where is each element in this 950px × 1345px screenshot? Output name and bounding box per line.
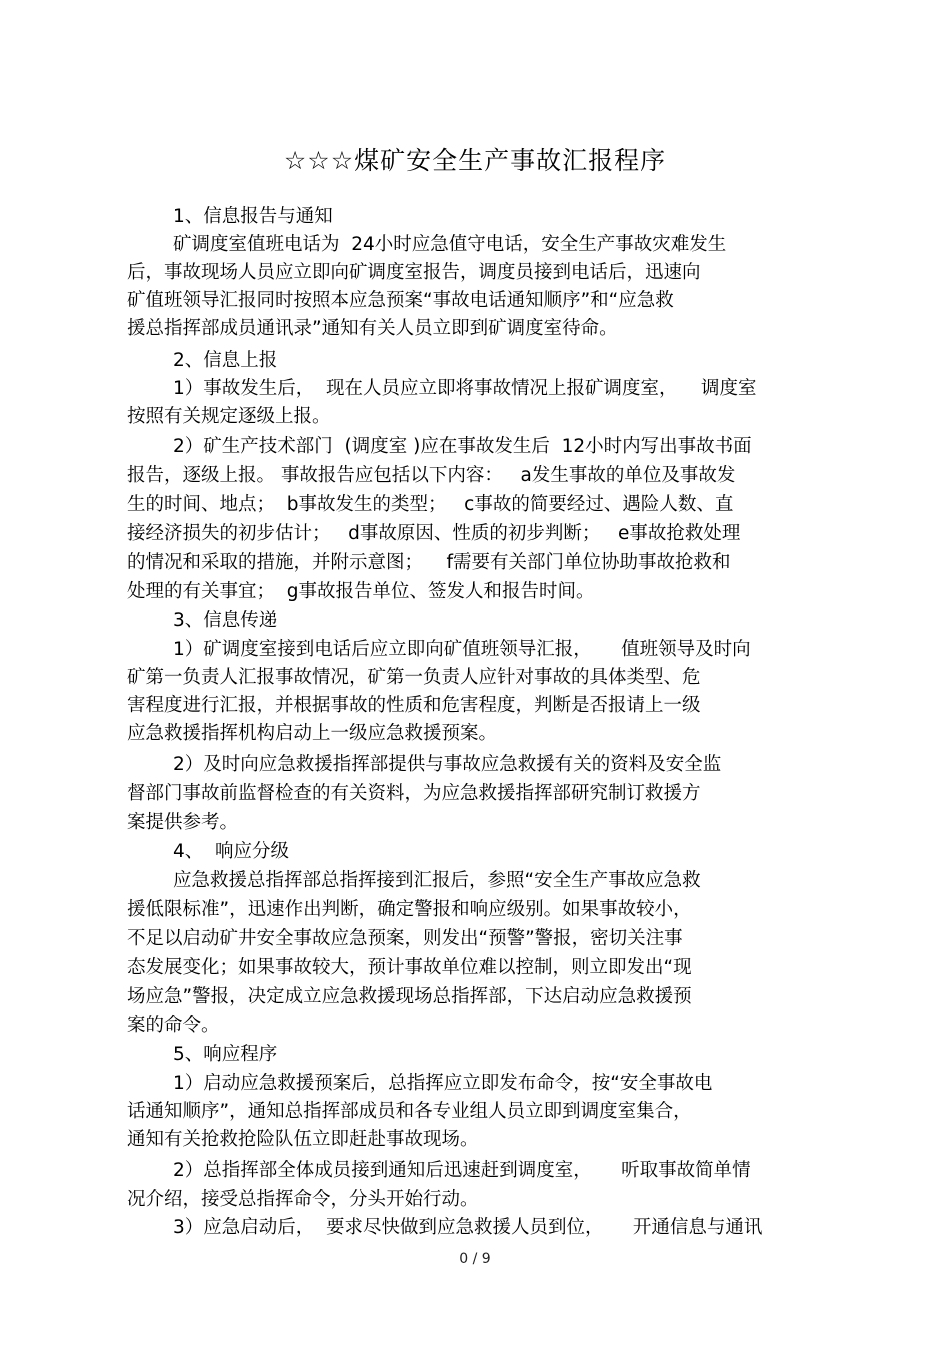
paragraph-line: 督部门事故前监督检查的有关资料，为应急救援指挥部研究制订救援方 [127,783,701,804]
document-title: ☆☆☆煤矿安全生产事故汇报程序 [283,146,667,175]
paragraph-line: 害程度进行汇报，并根据事故的性质和危害程度，判断是否报请上一级 [127,695,701,716]
paragraph-line: 应急救援总指挥部总指挥接到汇报后，参照“安全生产事故应急救 [173,870,701,891]
paragraph-line: 应急救援指挥机构启动上一级应急救援预案。 [127,723,498,744]
paragraph-line: 后，事故现场人员应立即向矿调度室报告，调度员接到电话后，迅速向 [127,262,701,283]
section-heading: 5、响应程序 [173,1044,278,1065]
paragraph-line: 报告，逐级上报。 事故报告应包括以下内容： a发生事故的单位及事故发 [127,465,736,486]
paragraph-line: 矿调度室值班电话为 24小时应急值守电话，安全生产事故灾难发生 [173,234,727,255]
paragraph-line: 通知有关抢救抢险队伍立即赶赴事故现场。 [127,1129,479,1150]
paragraph-line: 的情况和采取的措施，并附示意图； f需要有关部门单位协助事故抢救和 [127,552,731,573]
paragraph-line: 1）矿调度室接到电话后应立即向矿值班领导汇报， 值班领导及时向 [173,639,751,660]
paragraph-line: 援总指挥部成员通讯录”通知有关人员立即到矿调度室待命。 [127,318,618,339]
paragraph-line: 矿值班领导汇报同时按照本应急预案“事故电话通知顺序”和“应急救 [127,290,674,311]
paragraph-line: 态发展变化；如果事故较大，预计事故单位难以控制，则立即发出“现 [127,957,692,978]
paragraph-line: 案提供参考。 [127,812,239,833]
section-heading: 1、信息报告与通知 [173,206,333,227]
paragraph-line: 1）事故发生后， 现在人员应立即将事故情况上报矿调度室， 调度室 [173,378,757,399]
paragraph-line: 接经济损失的初步估计； d事故原因、性质的初步判断； e事故抢救处理 [127,523,741,544]
paragraph-line: 3）应急启动后， 要求尽快做到应急救援人员到位， 开通信息与通讯 [173,1217,763,1238]
paragraph-line: 矿第一负责人汇报事故情况，矿第一负责人应针对事故的具体类型、危 [127,667,701,688]
paragraph-line: 况介绍，接受总指挥命令，分头开始行动。 [127,1189,479,1210]
paragraph-line: 生的时间、地点； b事故发生的类型； c事故的简要经过、遇险人数、直 [127,494,734,515]
section-heading: 3、信息传递 [173,610,278,631]
section-heading: 2、信息上报 [173,350,278,371]
section-heading: 4、 响应分级 [173,841,290,862]
paragraph-line: 援低限标准”，迅速作出判断，确定警报和响应级别。如果事故较小， [127,899,692,920]
paragraph-line: 场应急”警报，决定成立应急救援现场总指挥部，下达启动应急救援预 [127,986,692,1007]
page-number: 0 / 9 [459,1251,491,1267]
paragraph-line: 不足以启动矿井安全事故应急预案，则发出“预警”警报，密切关注事 [127,928,683,949]
paragraph-line: 1）启动应急救援预案后，总指挥应立即发布命令，按“安全事故电 [173,1073,713,1094]
paragraph-line: 2）及时向应急救援指挥部提供与事故应急救援有关的资料及安全监 [173,754,722,775]
paragraph-line: 话通知顺序”，通知总指挥部成员和各专业组人员立即到调度室集合， [127,1101,692,1122]
paragraph-line: 案的命令。 [127,1015,220,1036]
paragraph-line: 按照有关规定逐级上报。 [127,406,331,427]
paragraph-line: 2）总指挥部全体成员接到通知后迅速赶到调度室， 听取事故简单情 [173,1160,751,1181]
paragraph-line: 2）矿生产技术部门 (调度室 )应在事故发生后 12小时内写出事故书面 [173,436,752,457]
paragraph-line: 处理的有关事宜； g事故报告单位、签发人和报告时间。 [127,581,595,602]
